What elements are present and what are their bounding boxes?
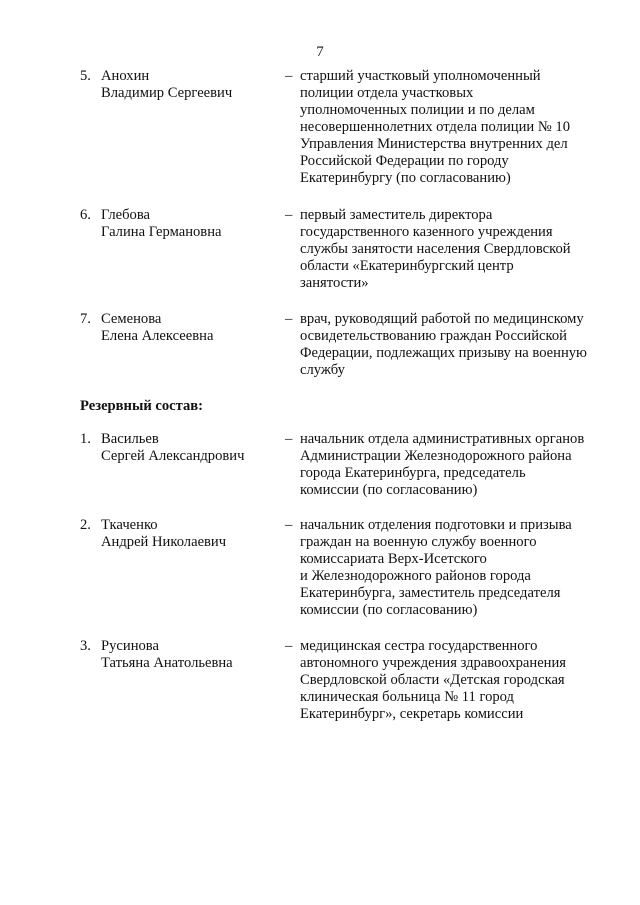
surname: Глебова bbox=[101, 207, 150, 223]
dash: – bbox=[285, 431, 293, 447]
role-line: граждан на военную службу военного bbox=[300, 534, 537, 550]
given-names: Сергей Александрович bbox=[101, 448, 245, 464]
role-line: службу bbox=[300, 362, 345, 378]
role-line: Свердловской области «Детская городская bbox=[300, 672, 565, 688]
surname: Васильев bbox=[101, 431, 159, 447]
role-line: Екатеринбургу (по согласованию) bbox=[300, 170, 511, 186]
dash: – bbox=[285, 638, 293, 654]
member-role bbox=[300, 431, 600, 499]
role-line: службы занятости населения Свердловской bbox=[300, 241, 571, 257]
role-line: Администрации Железнодорожного района bbox=[300, 448, 572, 464]
role-line: города Екатеринбурга, председатель bbox=[300, 465, 526, 481]
role-line: области «Екатеринбургский центр bbox=[300, 258, 514, 274]
member-role bbox=[300, 311, 600, 379]
dash: – bbox=[285, 68, 293, 84]
entry-number: 6. bbox=[80, 207, 91, 223]
entry-number: 1. bbox=[80, 431, 91, 447]
member-name bbox=[101, 517, 226, 551]
member-name bbox=[101, 68, 232, 102]
entry-number: 5. bbox=[80, 68, 91, 84]
dash: – bbox=[285, 207, 293, 223]
role-line: первый заместитель директора bbox=[300, 207, 493, 223]
member-role bbox=[300, 638, 600, 723]
role-line: старший участковый уполномоченный bbox=[300, 68, 541, 84]
role-line: несовершеннолетних отдела полиции № 10 bbox=[300, 119, 570, 135]
role-line: уполномоченных полиции и по делам bbox=[300, 102, 535, 118]
member-role bbox=[300, 68, 600, 187]
given-names: Владимир Сергеевич bbox=[101, 85, 233, 101]
member-name bbox=[101, 638, 233, 672]
role-line: начальник отдела административных органов bbox=[300, 431, 585, 447]
surname: Русинова bbox=[101, 638, 159, 654]
role-line: клиническая больница № 11 город bbox=[300, 689, 514, 705]
page-number: 7 bbox=[316, 44, 324, 60]
role-line: Российской Федерации по городу bbox=[300, 153, 509, 169]
surname: Семенова bbox=[101, 311, 162, 327]
role-line: медицинская сестра государственного bbox=[300, 638, 538, 654]
role-line: комиссии (по согласованию) bbox=[300, 482, 478, 498]
role-line: Екатеринбурга, заместитель председателя bbox=[300, 585, 561, 601]
member-name bbox=[101, 431, 244, 465]
entry-number: 2. bbox=[80, 517, 91, 533]
role-line: полиции отдела участковых bbox=[300, 85, 474, 101]
member-role bbox=[300, 207, 600, 292]
surname: Ткаченко bbox=[101, 517, 158, 533]
member-name bbox=[101, 311, 213, 345]
given-names: Татьяна Анатольевна bbox=[101, 655, 233, 671]
entry-number: 3. bbox=[80, 638, 91, 654]
given-names: Елена Алексеевна bbox=[101, 328, 214, 344]
dash: – bbox=[285, 311, 293, 327]
role-line: Екатеринбург», секретарь комиссии bbox=[300, 706, 524, 722]
role-line: комиссии (по согласованию) bbox=[300, 602, 478, 618]
role-line: комиссариата Верх-Исетского bbox=[300, 551, 487, 567]
entry-number: 7. bbox=[80, 311, 91, 327]
role-line: Управления Министерства внутренних дел bbox=[300, 136, 568, 152]
role-line: занятости» bbox=[300, 275, 369, 291]
dash: – bbox=[285, 517, 293, 533]
role-line: освидетельствованию граждан Российской bbox=[300, 328, 567, 344]
given-names: Галина Германовна bbox=[101, 224, 222, 240]
role-line: автономного учреждения здравоохранения bbox=[300, 655, 567, 671]
role-line: государственного казенного учреждения bbox=[300, 224, 553, 240]
role-line: врач, руководящий работой по медицинскому bbox=[300, 311, 584, 327]
role-line: Федерации, подлежащих призыву на военную bbox=[300, 345, 587, 361]
reserve-heading: Резервный состав: bbox=[80, 398, 204, 414]
surname: Анохин bbox=[101, 68, 150, 84]
member-name bbox=[101, 207, 221, 241]
role-line: и Железнодорожного районов города bbox=[300, 568, 531, 584]
given-names: Андрей Николаевич bbox=[101, 534, 227, 550]
member-role bbox=[300, 517, 600, 619]
role-line: начальник отделения подготовки и призыва bbox=[300, 517, 572, 533]
